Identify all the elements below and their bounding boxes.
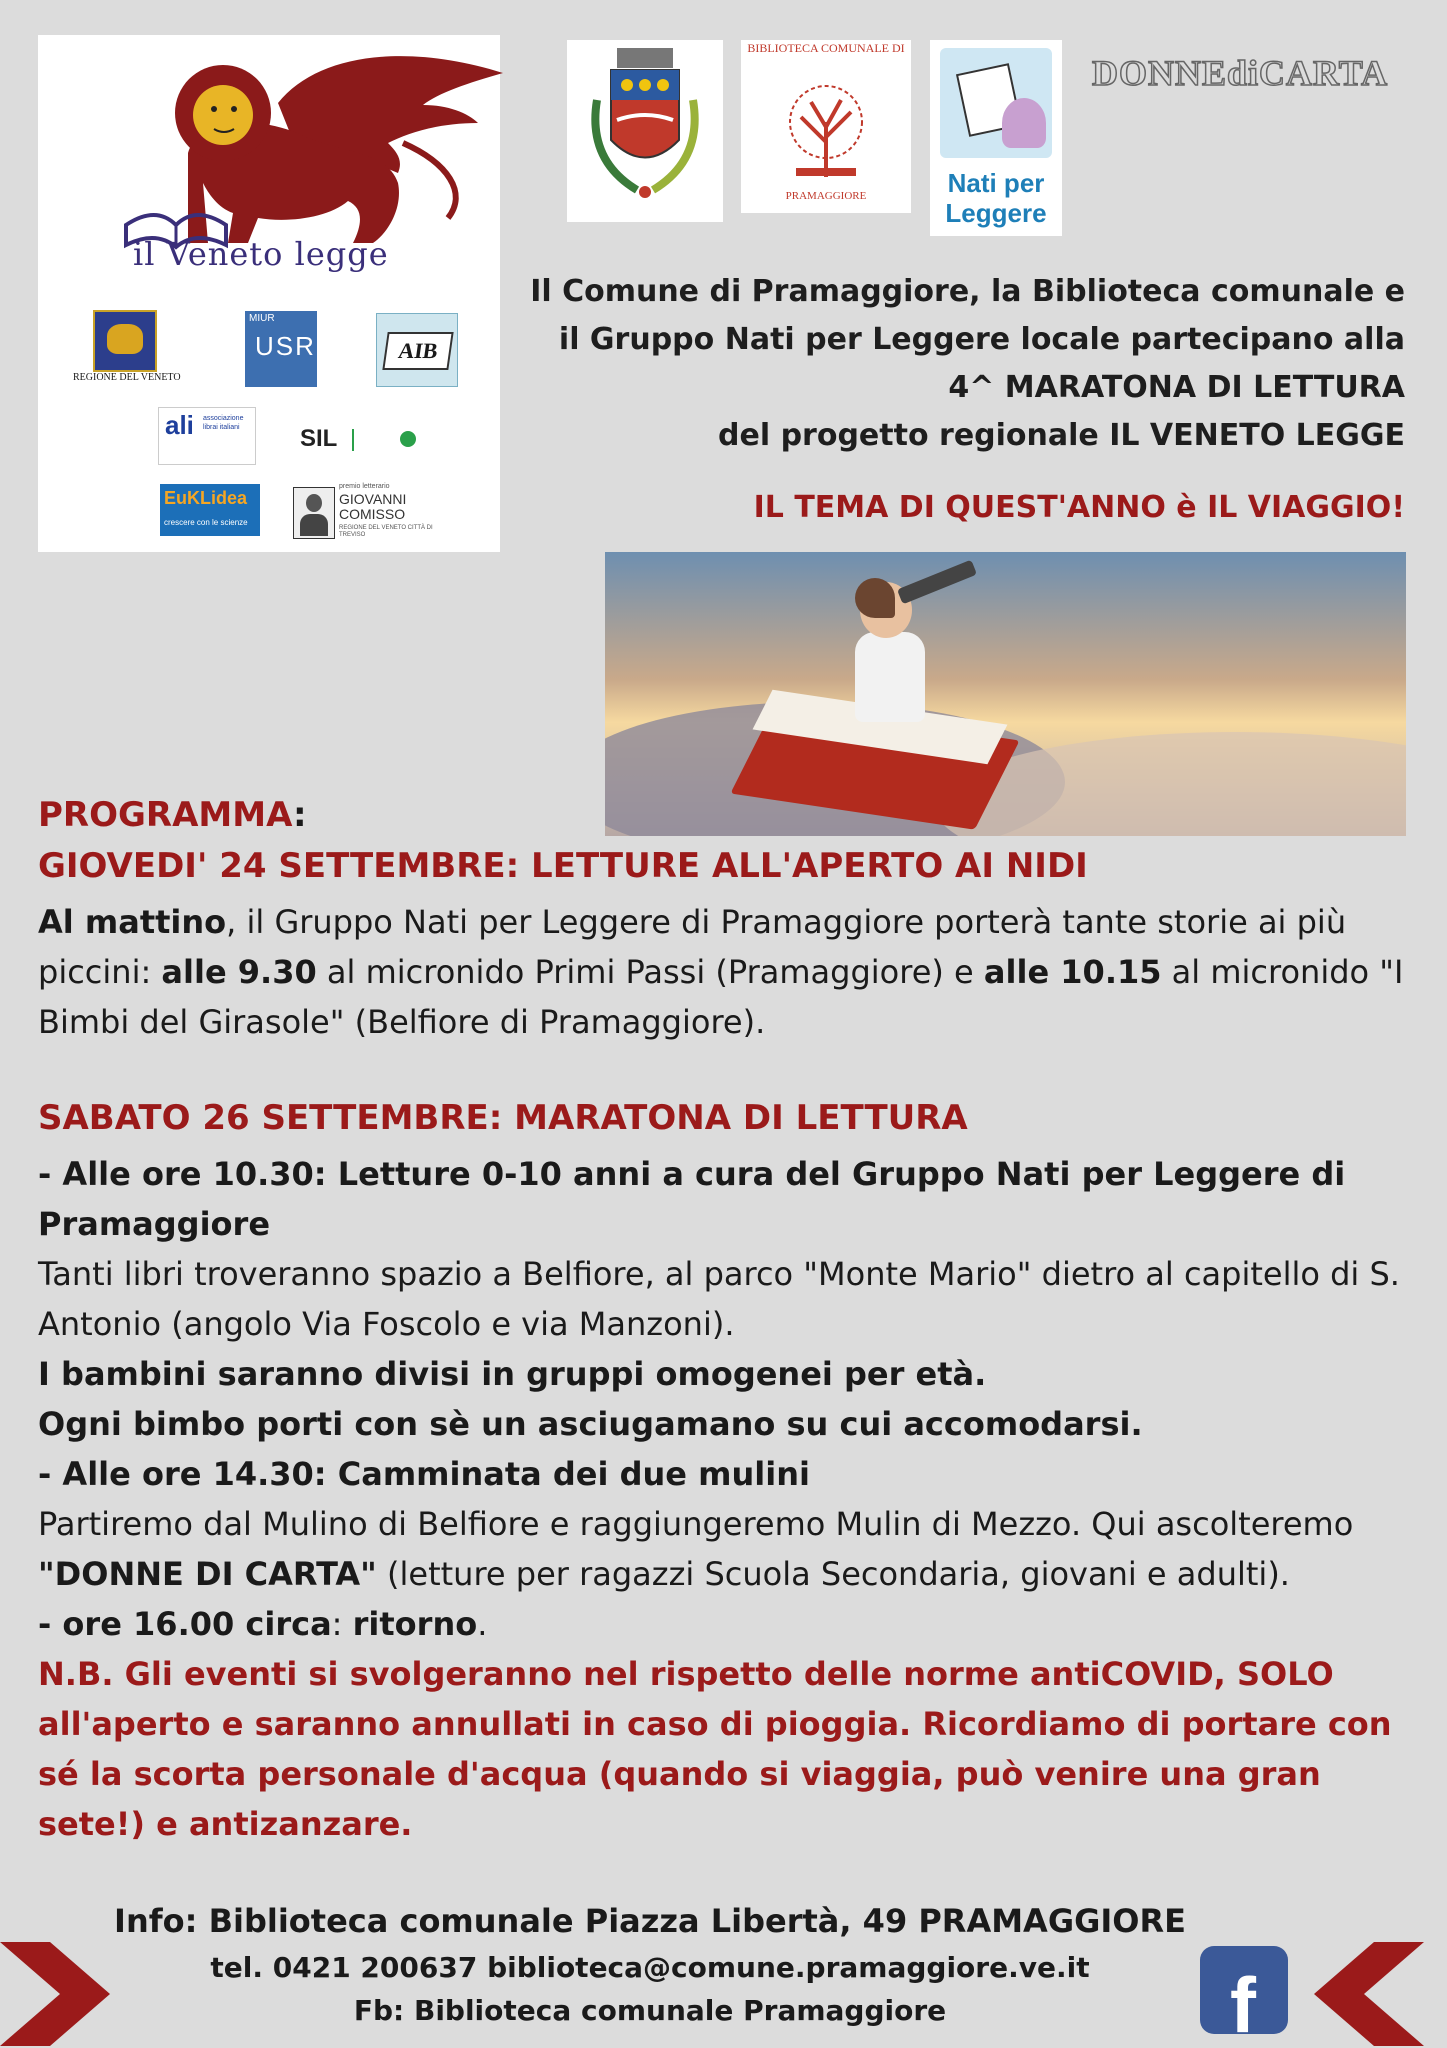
day2-item-1-text: Tanti libri troveranno spazio a Belfiore, al parco "Monte Mario" dietro al capitello di S. Antonio (angolo Via Foscolo e via Manzoni). (38, 1255, 1400, 1343)
ali-sub-label: associazione librai italiani (203, 415, 244, 431)
day2-item-2-text (38, 1499, 1408, 1599)
aib-logo (376, 313, 458, 387)
donne-di-carta-logo: DONNEdiCARTA (1092, 53, 1389, 93)
chevron-left-icon (1312, 1942, 1424, 2046)
biblioteca-comunale-logo (741, 40, 911, 213)
day1-title: GIOVEDI' 24 SETTEMBRE: LETTURE ALL'APERTO AI NIDI (38, 846, 1088, 886)
nb-notice: N.B. Gli eventi si svolgeranno nel rispetto delle norme antiCOVID, SOLO all'aperto e saranno annullati in caso di pioggia. Ricordiamo di portare con sé la scorta personale d'acqua (quando si viaggia, può venire una gran sete!) e antizanzare. (38, 1655, 1392, 1843)
sil-logo (300, 425, 430, 455)
day1-text-a: , il Gruppo Nati per Leggere di Pramaggiore porterà tante storie ai più piccini: (38, 903, 1347, 991)
ali-logo (158, 407, 256, 465)
day1-text-c: al micronido Primi Passi (Pramaggiore) e (316, 953, 984, 991)
npl-label: Nati per Leggere (945, 168, 1047, 228)
comisso-logo (293, 483, 443, 545)
day2-note-2: Ogni bimbo porti con sè un asciugamano su cui accomodarsi. (38, 1405, 1143, 1443)
eukleidea-logo (160, 484, 260, 536)
coat-of-arms-icon (567, 40, 723, 222)
comisso-premio-label: premio letterario (339, 483, 390, 490)
day2-item-3-time: - ore 16.00 circa (38, 1605, 332, 1643)
intro-line-1: Il Comune di Pramaggiore, la Biblioteca comunale e (530, 274, 1405, 309)
npl-child-icon (1002, 98, 1046, 148)
telescope-icon (897, 560, 977, 605)
programma-colon: : (293, 795, 307, 835)
day2-item-2-heading: - Alle ore 14.30: Camminata dei due mulini (38, 1455, 810, 1493)
day2-item-2-c: (letture per ragazzi Scuola Secondaria, giovani e adulti). (376, 1555, 1290, 1593)
tree-icon (771, 82, 881, 182)
day2-item-2-a: Partiremo dal Mulino di Belfiore e raggiungeremo Mulin di Mezzo. Qui ascolteremo (38, 1505, 1354, 1543)
eukleidea-label: EuKLidea (164, 488, 248, 508)
footer-info: Info: Biblioteca comunale Piazza Libertà, 49 PRAMAGGIORE (114, 1902, 1186, 1940)
comisso-label: GIOVANNI COMISSO (339, 491, 407, 522)
day2-item-3-return: ritorno (352, 1605, 478, 1643)
aib-label: AIB (382, 332, 453, 370)
usr-label: USR (255, 331, 316, 361)
programma-label: PROGRAMMA (38, 795, 294, 835)
partner-logos-panel (38, 35, 500, 552)
sil-dot-icon (400, 431, 416, 447)
theme-text: IL TEMA DI QUEST'ANNO è IL VIAGGIO! (753, 490, 1405, 525)
lion-mini-icon (107, 324, 143, 354)
day1-paragraph (38, 897, 1408, 1047)
girl-figure (855, 632, 925, 722)
regione-veneto-logo (73, 310, 181, 383)
day2-item-2-b: "DONNE DI CARTA" (38, 1555, 377, 1593)
eukleidea-sub-label: crescere con le scienze (164, 518, 248, 527)
hero-image (605, 552, 1406, 836)
regione-emblem (93, 310, 157, 372)
day2-title: SABATO 26 SETTEMBRE: MARATONA DI LETTURA (38, 1098, 968, 1138)
intro-text (530, 268, 1405, 460)
biblioteca-top-label: BIBLIOTECA COMUNALE DI (747, 41, 905, 55)
day1-text-e: al micronido "I Bimbi del Girasole" (Belfiore di Pramaggiore). (38, 953, 1404, 1041)
sil-mark-icon (352, 429, 384, 451)
intro-line-4: del progetto regionale IL VENETO LEGGE (718, 418, 1405, 453)
portrait-icon (293, 487, 335, 539)
day2-body (38, 1149, 1408, 1849)
intro-line-2: il Gruppo Nati per Leggere locale partecipano alla (558, 322, 1405, 357)
footer-contact[interactable]: tel. 0421 200637 biblioteca@comune.pramaggiore.ve.it (210, 1951, 1090, 1984)
day1-bold-1: Al mattino (38, 903, 227, 941)
intro-line-3: 4^ MARATONA DI LETTURA (948, 370, 1405, 405)
day2-note-1: I bambini saranno divisi in gruppi omogenei per età. (38, 1355, 987, 1393)
veneto-legge-wordmark: il Veneto legge (133, 235, 389, 273)
pramaggiore-coat-of-arms (567, 40, 723, 222)
girl-hair (855, 578, 895, 618)
day2-item-3 (38, 1599, 1408, 1649)
day1-time-2: alle 10.15 (983, 953, 1162, 991)
footer-facebook[interactable]: Fb: Biblioteca comunale Pramaggiore (353, 1994, 947, 2027)
biblioteca-bottom-label: PRAMAGGIORE (785, 190, 867, 202)
day1-time-1: alle 9.30 (161, 953, 317, 991)
ali-label: ali (165, 410, 194, 440)
sil-label: SIL (300, 425, 338, 452)
programma-heading (38, 795, 307, 835)
miur-label: MIUR (249, 313, 275, 324)
miur-usr-logo (245, 311, 317, 387)
regione-label: REGIONE DEL VENETO (73, 372, 181, 383)
day2-item-1-heading: - Alle ore 10.30: Letture 0-10 anni a cura del Gruppo Nati per Leggere di Pramaggiore (38, 1155, 1346, 1243)
npl-illustration (940, 48, 1052, 158)
day2-item-3-end: . (477, 1605, 488, 1643)
comisso-sub-label: REGIONE DEL VENETO CITTÀ DI TREVISO (339, 525, 433, 538)
day2-item-3-colon: : (331, 1605, 353, 1643)
nati-per-leggere-logo (930, 40, 1062, 236)
facebook-icon[interactable]: f (1200, 1946, 1288, 2034)
